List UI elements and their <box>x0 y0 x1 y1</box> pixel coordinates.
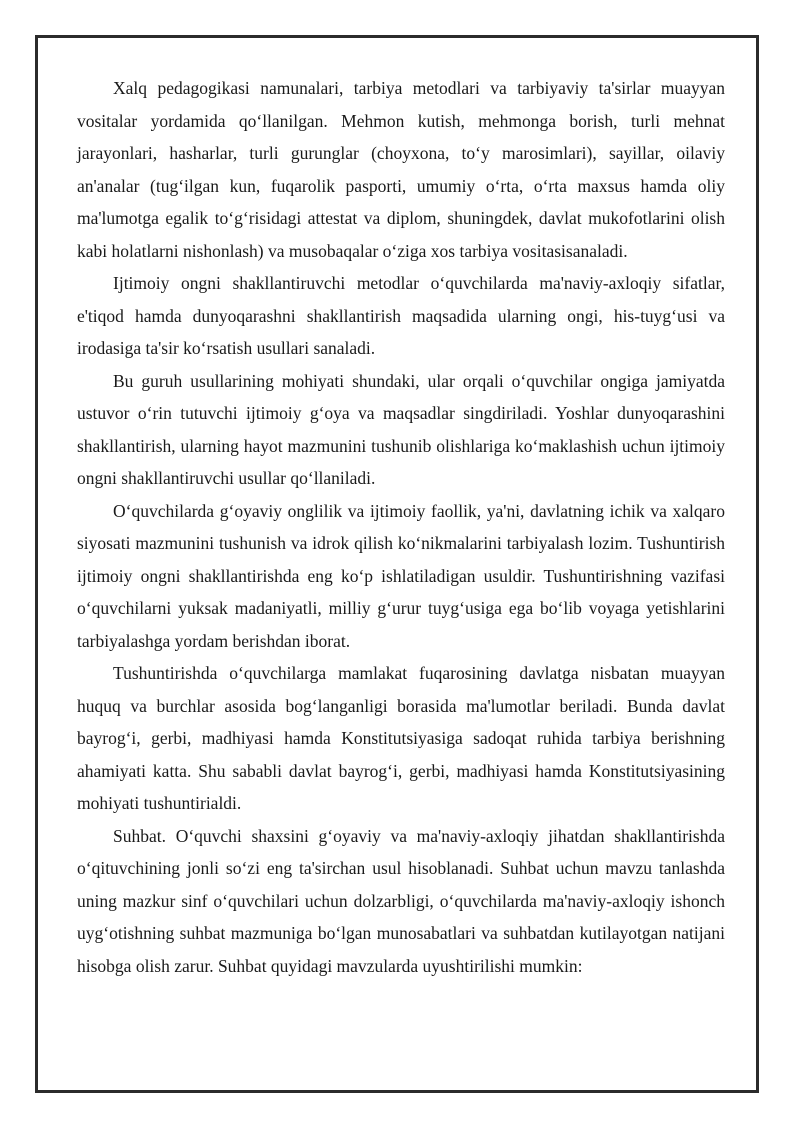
paragraph-3: Bu guruh usullarining mohiyati shundaki, ular orqali o‘quvchilar ongiga jamiyatda ustuvor o‘rin tutuvchi ijtimoiy g‘oya va maqsadlar singdiriladi. Yoshlar dunyoqarashini shakllantirish, ularning hayot mazmunini tushunib olishlariga ko‘maklashish uchun ijtimoiy ongni shakllantiruvchi usullar qo‘llaniladi. <box>77 370 725 488</box>
paragraph-6: Suhbat. O‘quvchi shaxsini g‘oyaviy va ma'naviy-axloqiy jihatdan shakllantirishda o‘qituvchining jonli so‘zi eng ta'sirchan usul hisoblanadi. Suhbat uchun mavzu tanlashda uning mazkur sinf o‘quvchilari uchun dolzarbligi, o‘quvchilarda ma'naviy-axloqiy ishonch uyg‘otishning suhbat mazmuniga bo‘lgan munosabatlari va suhbatdan kutilayotgan natijani hisobga olish zarur. Suhbat quyidagi mavzularda uyushtirilishi mumkin: <box>77 825 725 976</box>
document-body <box>77 72 725 982</box>
paragraph-1: Xalq pedagogikasi namunalari, tarbiya metodlari va tarbiyaviy ta'sirlar muayyan vositalar yordamida qo‘llanilgan. Mehmon kutish, mehmonga borish, turli mehnat jarayonlari, hasharlar, turli gurunglar (choyxona, to‘y marosimlari), sayillar, oilaviy an'analar (tug‘ilgan kun, fuqarolik pasporti, umumiy o‘rta, o‘rta maxsus hamda oliy ma'lumotga egalik to‘g‘risidagi attestat va diplom, shuningdek, davlat mukofotlarini olish kabi holatlarni nishonlash) va musobaqalar o‘ziga xos tarbiya vositasisanaladi. <box>77 78 725 261</box>
paragraph-2: Ijtimoiy ongni shakllantiruvchi metodlar o‘quvchilarda ma'naviy-axloqiy sifatlar, e'tiqod hamda dunyoqarashni shakllantirish maqsadida ularning ongi, his-tuyg‘usi va irodasiga ta'sir ko‘rsatish usullari sanaladi. <box>77 273 725 358</box>
paragraph-4: O‘quvchilarda g‘oyaviy onglilik va ijtimoiy faollik, ya'ni, davlatning ichik va xalqaro siyosati mazmunini tushunish va idrok qilish ko‘nikmalarini tarbiyalash lozim. Tushuntirish ijtimoiy ongni shakllantirishda eng ko‘p ishlatiladigan usuldir. Tushuntirishning vazifasi o‘quvchilarni yuksak madaniyatli, milliy g‘urur tuyg‘usiga ega bo‘lib voyaga yetishlarini tarbiyalashga yordam berishdan iborat. <box>77 500 725 651</box>
paragraph-5: Tushuntirishda o‘quvchilarga mamlakat fuqarosining davlatga nisbatan muayyan huquq va burchlar asosida bog‘langanligi borasida ma'lumotlar beriladi. Bunda davlat bayrog‘i, gerbi, madhiyasi hamda Konstitutsiyasiga sadoqat ruhida tarbiya berishning ahamiyati katta. Shu sababli davlat bayrog‘i, gerbi, madhiyasi hamda Konstitutsiyasining mohiyati tushuntirialdi. <box>77 663 725 813</box>
